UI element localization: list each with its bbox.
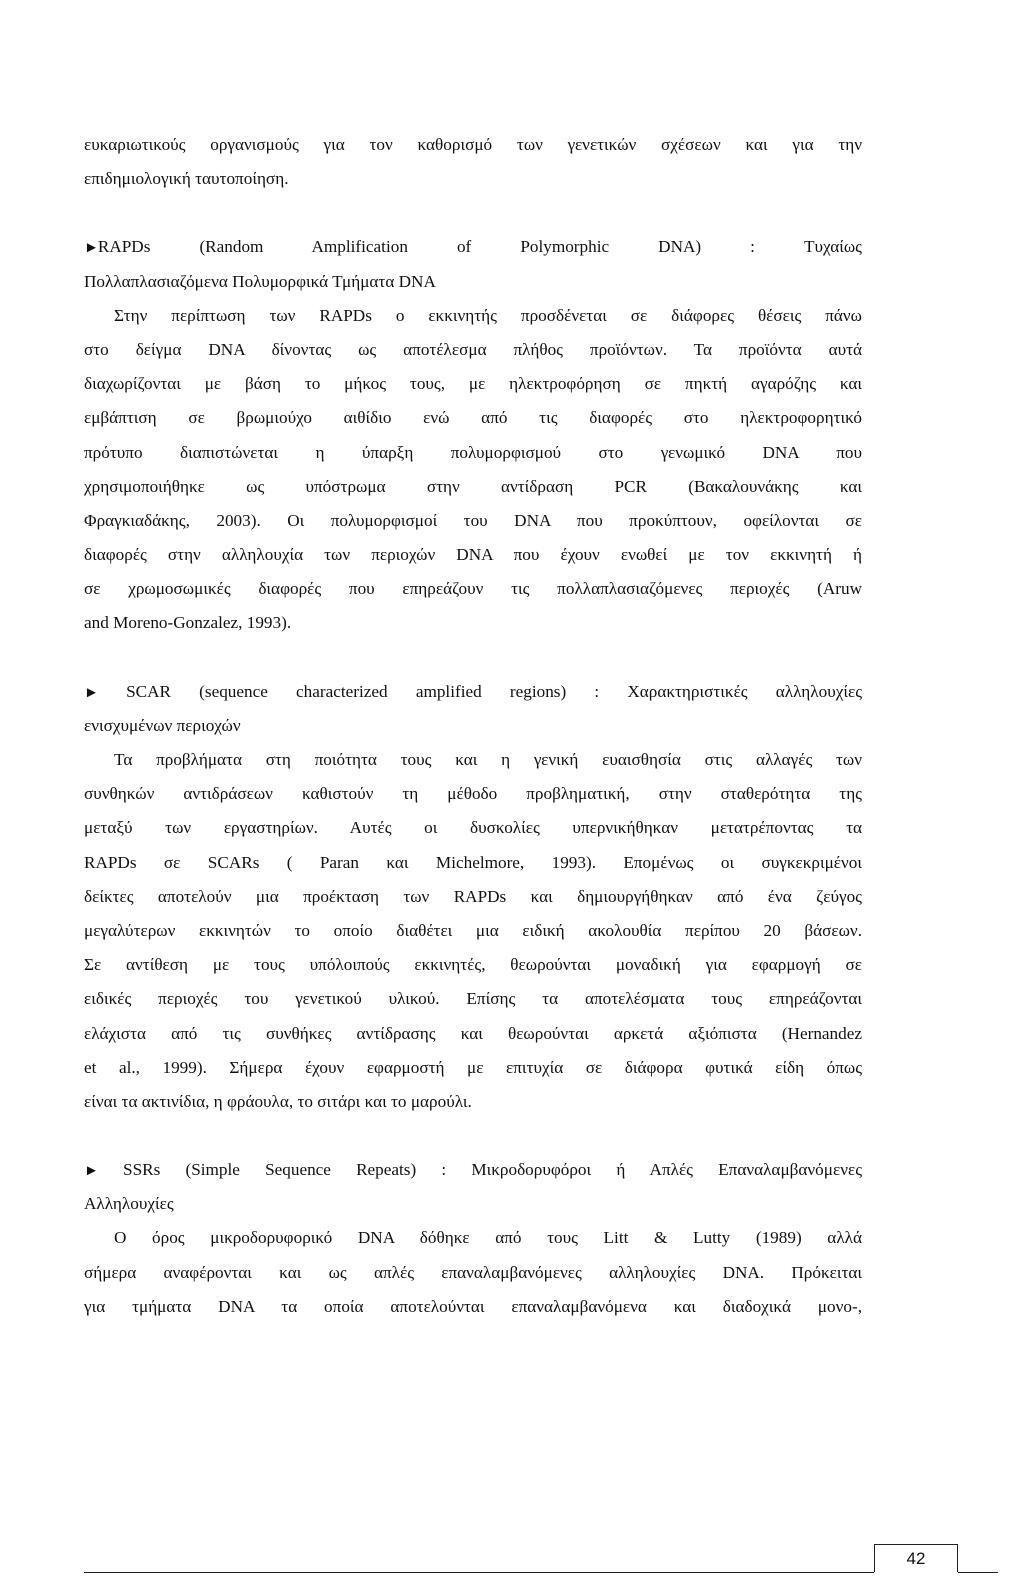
text-line: and Moreno-Gonzalez, 1993). xyxy=(84,613,292,633)
bullet-arrow-icon: ► xyxy=(84,684,98,701)
text-line: επιδημιολογική ταυτοποίηση. xyxy=(84,169,289,189)
page-number: 42 xyxy=(874,1544,958,1572)
bullet-arrow-icon: ► xyxy=(84,1163,98,1180)
text-line: μεγαλύτερων εκκινητών το οποίο διαθέτει μια ειδική ακολουθία περίπου 20 βάσεων. xyxy=(84,920,862,940)
text-line: χρησιμοποιήθηκε ως υπόστρωμα στην αντίδραση PCR (Βακαλουνάκης και xyxy=(84,476,862,496)
text-line: στο δείγμα DNA δίνοντας ως αποτέλεσμα πλήθος προϊόντων. Τα προϊόντα αυτά xyxy=(84,339,862,359)
ssrs-heading-cont: Αλληλουχίες xyxy=(84,1194,174,1214)
text-line: δείκτες αποτελούν μια προέκταση των RAPDs και δημιουργήθηκαν από ένα ζεύγος xyxy=(84,886,862,906)
scar-heading-cont: ενισχυμένων περιοχών xyxy=(84,715,241,735)
text-line: συνθηκών αντιδράσεων καθιστούν τη μέθοδο προβληματική, στην σταθερότητα της xyxy=(84,784,862,804)
text-line: Στην περίπτωση των RAPDs ο εκκινητής προσδένεται σε διάφορες θέσεις πάνω xyxy=(114,305,862,325)
footer-rule xyxy=(84,1572,874,1573)
footer-rule-right xyxy=(958,1572,998,1573)
text-line: ειδικές περιοχές του γενετικού υλικού. Επίσης τα αποτελέσματα τους επηρεάζονται xyxy=(84,989,862,1009)
text-line: διαφορές στην αλληλουχία των περιοχών DNA που έχουν ενωθεί με τον εκκινητή ή xyxy=(84,545,862,565)
text-line: ελάχιστα από τις συνθήκες αντίδρασης και θεωρούνται αρκετά αξιόπιστα (Hernandez xyxy=(84,1023,862,1043)
document-page xyxy=(84,128,862,1324)
rapds-heading: ►RAPDs (Random Amplification of Polymorphic DNA) : Τυχαίως xyxy=(84,237,862,257)
text-line: ευκαριωτικούς οργανισμούς για τον καθορισμό των γενετικών σχέσεων και για την xyxy=(84,135,862,154)
scar-heading: ► SCAR (sequence characterized amplified regions) : Χαρακτηριστικές αλληλουχίες xyxy=(84,681,863,701)
text-line: για τμήματα DNA τα οποία αποτελούνται επαναλαμβανόμενα και διαδοχικά μονο-, xyxy=(84,1296,862,1316)
rapds-heading-cont: Πολλαπλασιαζόμενα Πολυμορφικά Τμήματα DNA xyxy=(84,271,436,291)
text-line: εμβάπτιση σε βρωμιούχο αιθίδιο ενώ από τις διαφορές στο ηλεκτροφορητικό xyxy=(84,408,862,428)
ssrs-heading: ► SSRs (Simple Sequence Repeats) : Μικροδορυφόροι ή Απλές Επαναλαμβανόμενες xyxy=(84,1160,862,1180)
text-line: σήμερα αναφέρονται και ως απλές επαναλαμβανόμενες αλληλουχίες DNA. Πρόκειται xyxy=(84,1262,862,1282)
text-line: et al., 1999). Σήμερα έχουν εφαρμοστή με επιτυχία σε διάφορα φυτικά είδη όπως xyxy=(84,1057,862,1077)
text-line: είναι τα ακτινίδια, η φράουλα, το σιτάρι και το μαρούλι. xyxy=(84,1091,472,1111)
text-line: διαχωρίζονται με βάση το μήκος τους, με ηλεκτροφόρηση σε πηκτή αγαρόζης και xyxy=(84,374,862,394)
text-line: Ο όρος μικροδορυφορικό DNA δόθηκε από τους Litt & Lutty (1989) αλλά xyxy=(114,1228,862,1248)
text-line: RAPDs σε SCARs ( Paran και Michelmore, 1993). Επομένως οι συγκεκριμένοι xyxy=(84,852,862,872)
text-line: σε χρωμοσωμικές διαφορές που επηρεάζουν τις πολλαπλασιαζόμενες περιοχές (Aruw xyxy=(84,579,862,599)
text-line: Σε αντίθεση με τους υπόλοιπούς εκκινητές, θεωρούνται μοναδική για εφαρμογή σε xyxy=(84,955,862,975)
bullet-arrow-icon: ► xyxy=(84,240,98,257)
text-line: μεταξύ των εργαστηρίων. Αυτές οι δυσκολίες υπερνικήθηκαν μετατρέποντας τα xyxy=(84,818,862,838)
text-line: πρότυπο διαπιστώνεται η ύπαρξη πολυμορφισμού στο γενωμικό DNA που xyxy=(84,442,862,462)
text-line: Τα προβλήματα στη ποιότητα τους και η γενική ευαισθησία στις αλλαγές των xyxy=(114,750,862,769)
text-line: Φραγκιαδάκης, 2003). Οι πολυμορφισμοί του DNA που προκύπτουν, οφείλονται σε xyxy=(84,510,862,530)
